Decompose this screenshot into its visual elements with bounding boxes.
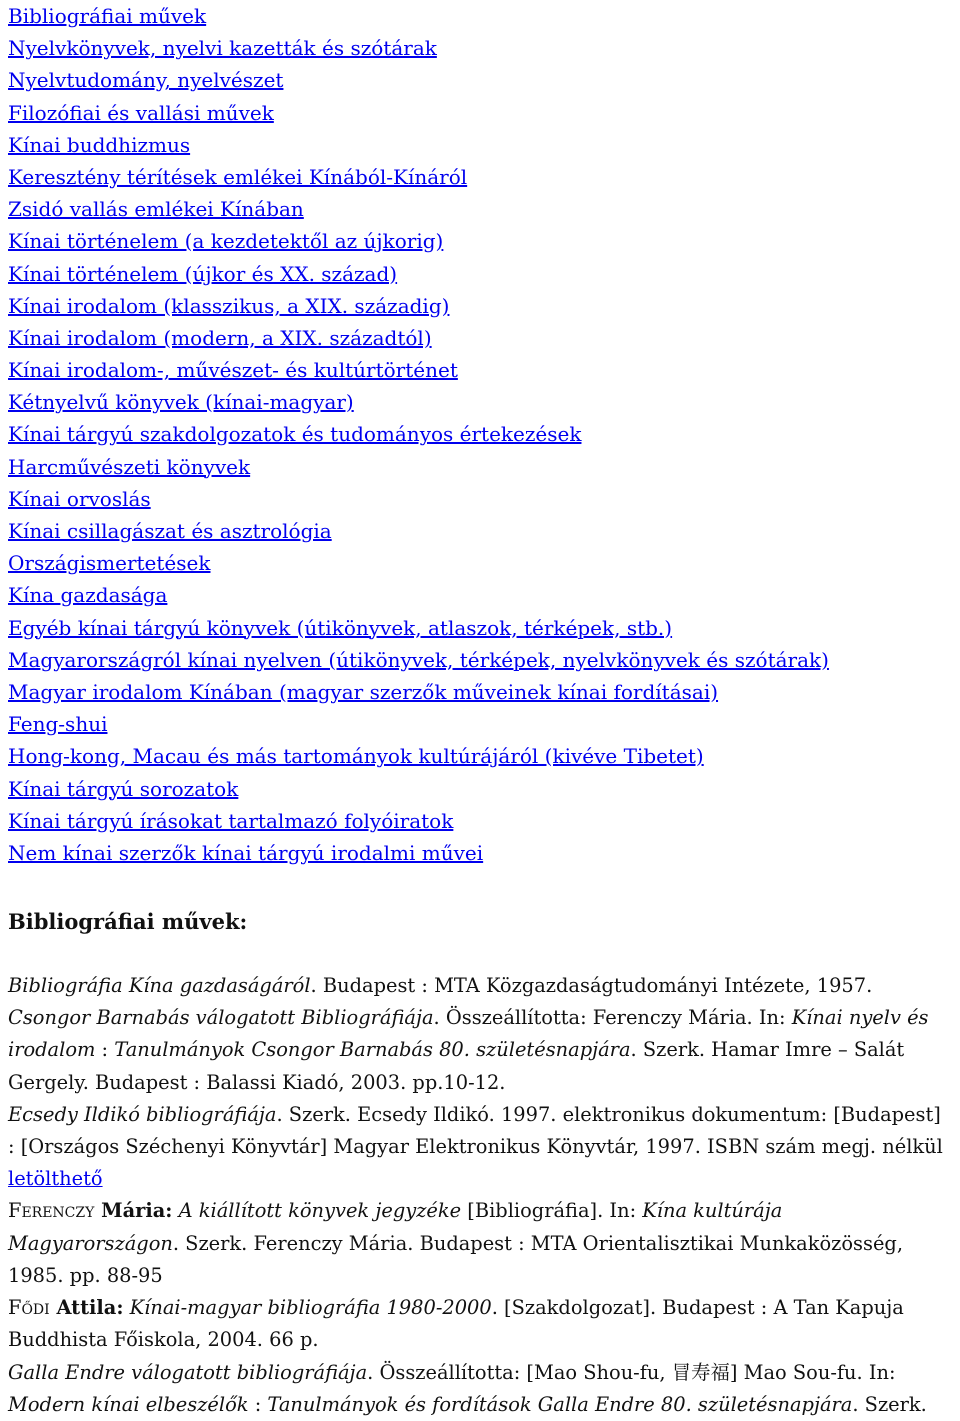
- toc-item: [8, 193, 952, 225]
- bib-entry: [8, 970, 952, 1002]
- toc-item: [8, 708, 952, 740]
- toc-item: [8, 129, 952, 161]
- toc-item: [8, 418, 952, 450]
- bib-separator: :: [248, 1392, 268, 1416]
- toc-link[interactable]: Kínai csillagászat és asztrológia: [8, 519, 332, 543]
- toc-link[interactable]: Kínai történelem (a kezdetektől az újkorig): [8, 229, 444, 254]
- toc-link[interactable]: Zsidó vallás emlékei Kínában: [8, 197, 304, 222]
- bib-details: . [Szakdolgozat]. Budapest : A Tan Kapuja Buddhista Főiskola, 2004. 66 p.: [8, 1296, 904, 1352]
- toc-link[interactable]: Egyéb kínai tárgyú könyvek (útikönyvek, atlaszok, térképek, stb.): [8, 615, 673, 640]
- toc-link[interactable]: Kínai irodalom (klasszikus, a XIX. századig): [8, 293, 450, 318]
- section-heading: Bibliográfiai művek:: [8, 909, 248, 935]
- toc-link[interactable]: Kínai irodalom-, művészet- és kultúrtörténet: [8, 358, 458, 383]
- toc-item: [8, 451, 952, 483]
- bib-details: . Budapest : MTA Közgazdaságtudományi Intézete, 1957.: [310, 974, 873, 998]
- bib-author-firstname: Attila:: [49, 1296, 124, 1320]
- bib-source: Modern kínai elbeszélők: [8, 1392, 249, 1416]
- bib-title: Galla Endre válogatott bibliográfiája: [8, 1360, 368, 1384]
- toc-item: [8, 322, 952, 354]
- table-of-contents: [8, 0, 952, 869]
- toc-link[interactable]: Keresztény térítések emlékei Kínából-Kínáról: [8, 164, 468, 189]
- toc-item: [8, 290, 952, 322]
- bib-compiler: . Összeállította: [Mao Shou-fu, 冒寿福] Mao Sou-fu. In:: [367, 1360, 896, 1384]
- toc-link[interactable]: Hong-kong, Macau és más tartományok kultúrájáról (kivéve Tibetet): [8, 744, 704, 769]
- toc-link[interactable]: Kínai tárgyú sorozatok: [8, 776, 239, 801]
- toc-link[interactable]: Harcművészeti könyvek: [8, 454, 251, 479]
- download-link[interactable]: letölthető: [8, 1167, 103, 1191]
- bib-subtitle: Tanulmányok és fordítások Galla Endre 80. születésnapjára: [267, 1392, 853, 1416]
- toc-link[interactable]: Kínai buddhizmus: [8, 132, 191, 157]
- bib-separator: :: [95, 1038, 115, 1062]
- toc-link[interactable]: Nyelvkönyvek, nyelvi kazetták és szótárak: [8, 36, 437, 61]
- toc-link[interactable]: Nyelvtudomány, nyelvészet: [8, 68, 284, 93]
- toc-link[interactable]: Kínai tárgyú szakdolgozatok és tudományos értekezések: [8, 422, 582, 447]
- bib-author-firstname: Mária:: [94, 1199, 173, 1223]
- toc-item: [8, 161, 952, 193]
- toc-item: [8, 515, 952, 547]
- toc-link[interactable]: Bibliográfiai művek: [8, 4, 207, 28]
- bibliography-list: [8, 970, 952, 1421]
- bib-details: [Bibliográfia]. In:: [461, 1199, 643, 1223]
- toc-item: [8, 64, 952, 96]
- bib-title: A kiállított könyvek jegyzéke: [172, 1199, 462, 1223]
- bib-details: . Szerk. Ecsedy Ildikó. 1997. elektronikus dokumentum: [Budapest] : [Országos Széchenyi Könyvtár] Magyar Elektronikus Könyvtár, 1997. ISBN szám megj. nélkül: [8, 1102, 943, 1159]
- toc-item: [8, 258, 952, 290]
- toc-item: [8, 483, 952, 515]
- bib-entry: [8, 1002, 952, 1099]
- toc-item: [8, 773, 952, 805]
- toc-item: [8, 0, 952, 32]
- bib-subtitle: Tanulmányok Csongor Barnabás 80. születésnapjára: [114, 1038, 631, 1062]
- toc-item: [8, 837, 952, 869]
- bib-entry: [8, 1195, 952, 1292]
- toc-link[interactable]: Kínai orvoslás: [8, 486, 151, 511]
- bib-author-lastname: Fődi: [8, 1296, 50, 1320]
- bib-entry: [8, 1099, 952, 1196]
- toc-link[interactable]: Kínai történelem (újkor és XX. század): [8, 261, 398, 286]
- toc-link[interactable]: Nem kínai szerzők kínai tárgyú irodalmi művei: [8, 840, 484, 865]
- toc-link[interactable]: Kétnyelvű könyvek (kínai-magyar): [8, 390, 354, 415]
- toc-item: [8, 547, 952, 579]
- toc-link[interactable]: Országismertetések: [8, 551, 211, 576]
- bib-details: . Szerk. Ferenczy Mária. Budapest : MTA Orientalisztikai Munkaközösség, 1985. pp. 88-95: [8, 1231, 904, 1287]
- toc-item: [8, 225, 952, 257]
- bib-title: Kínai-magyar bibliográfia 1980-2000: [123, 1296, 492, 1320]
- bib-title: Ecsedy Ildikó bibliográfiája: [8, 1102, 277, 1126]
- toc-item: [8, 612, 952, 644]
- bib-title: Csongor Barnabás válogatott Bibliográfiája: [8, 1006, 434, 1030]
- bib-entry: [8, 1357, 952, 1421]
- toc-link[interactable]: Kínai tárgyú írásokat tartalmazó folyóiratok: [8, 808, 454, 833]
- toc-link[interactable]: Magyarországról kínai nyelven (útikönyvek, térképek, nyelvkönyvek és szótárak): [8, 647, 829, 672]
- bib-details: . Szerk. Hamar Imre – Salát Gergely. Budapest : Balassi Kiadó, 2003. pp.10-12.: [8, 1038, 905, 1094]
- bib-details: . Szerk.: [852, 1392, 927, 1416]
- toc-link[interactable]: Filozófiai és vallási művek: [8, 100, 274, 125]
- toc-item: [8, 32, 952, 64]
- bib-compiler: . Összeállította: Ferenczy Mária. In:: [433, 1006, 792, 1030]
- toc-item: [8, 676, 952, 708]
- toc-link[interactable]: Feng-shui: [8, 712, 108, 737]
- toc-item: [8, 805, 952, 837]
- bib-title: Bibliográfia Kína gazdaságáról: [8, 974, 311, 998]
- toc-item: [8, 97, 952, 129]
- toc-link[interactable]: Kína gazdasága: [8, 583, 168, 608]
- toc-item: [8, 579, 952, 611]
- toc-link[interactable]: Magyar irodalom Kínában (magyar szerzők műveinek kínai fordításai): [8, 679, 719, 704]
- bib-author-lastname: Ferenczy: [8, 1199, 95, 1223]
- bib-source: Kína kultúrája Magyarországon: [8, 1199, 783, 1255]
- toc-item: [8, 354, 952, 386]
- toc-link[interactable]: Kínai irodalom (modern, a XIX. századtól): [8, 325, 432, 350]
- bib-entry: [8, 1292, 952, 1356]
- bib-source: Kínai nyelv és irodalom: [8, 1006, 929, 1062]
- toc-item: [8, 644, 952, 676]
- toc-item: [8, 386, 952, 418]
- toc-item: [8, 740, 952, 772]
